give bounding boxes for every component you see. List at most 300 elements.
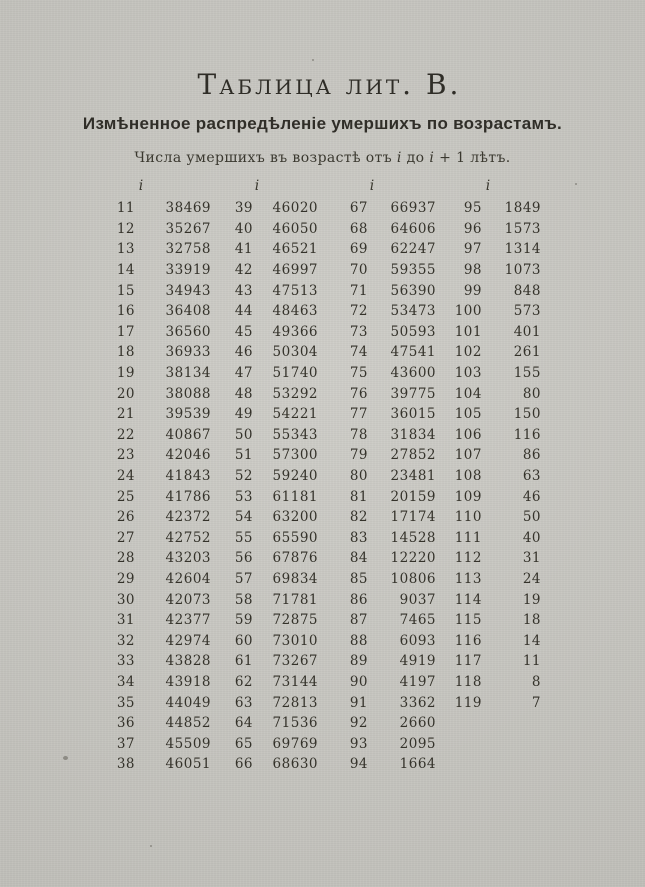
- age-cell: 99: [463, 282, 482, 299]
- table-row: [90, 754, 211, 775]
- table-column-group: [430, 198, 541, 713]
- table-row: [90, 569, 211, 590]
- table-row: [90, 198, 211, 219]
- age-cell: 92: [349, 715, 368, 732]
- table-row: [320, 260, 436, 281]
- age-cell: 50: [234, 426, 253, 443]
- age-cell: 78: [349, 426, 368, 443]
- age-cell: 71: [349, 282, 368, 299]
- table-row: [320, 301, 436, 322]
- age-cell: 79: [349, 447, 368, 464]
- table-row: [430, 630, 541, 651]
- age-cell: 104: [454, 385, 482, 402]
- age-cell: 46: [234, 344, 253, 361]
- table-row: [90, 528, 211, 549]
- table-row: [90, 404, 211, 425]
- deaths-cell: 36560: [165, 323, 211, 340]
- deaths-cell: 67876: [272, 550, 318, 567]
- age-cell: 86: [349, 591, 368, 608]
- table-row: [320, 692, 436, 713]
- table-row: [90, 239, 211, 260]
- deaths-cell: 47541: [390, 344, 436, 361]
- deaths-cell: 155: [513, 365, 541, 382]
- age-cell: 45: [234, 323, 253, 340]
- table-row: [205, 404, 318, 425]
- table-row: [205, 260, 318, 281]
- table-row: [90, 651, 211, 672]
- deaths-cell: 32758: [165, 241, 211, 258]
- deaths-cell: 73144: [272, 673, 318, 690]
- table-row: [90, 363, 211, 384]
- table-row: [320, 713, 436, 734]
- table-row: [90, 301, 211, 322]
- table-row: [90, 342, 211, 363]
- age-cell: 29: [116, 570, 135, 587]
- table-row: [320, 383, 436, 404]
- table-row: [90, 610, 211, 631]
- table-row: [430, 692, 541, 713]
- deaths-cell: 43203: [165, 550, 211, 567]
- table-row: [90, 322, 211, 343]
- age-cell: 88: [349, 632, 368, 649]
- deaths-cell: 72875: [272, 612, 318, 629]
- deaths-cell: 50304: [272, 344, 318, 361]
- age-cell: 70: [349, 262, 368, 279]
- deaths-cell: 2660: [399, 715, 436, 732]
- deaths-cell: 50593: [390, 323, 436, 340]
- table-row: [90, 733, 211, 754]
- table-row: [90, 425, 211, 446]
- column-header-i: i: [369, 178, 375, 194]
- deaths-cell: 17174: [390, 509, 436, 526]
- age-cell: 87: [349, 612, 368, 629]
- table-row: [320, 486, 436, 507]
- deaths-cell: 38088: [165, 385, 211, 402]
- age-cell: 34: [116, 673, 135, 690]
- age-cell: 54: [234, 509, 253, 526]
- age-cell: 91: [349, 694, 368, 711]
- age-cell: 72: [349, 303, 368, 320]
- deaths-cell: 59240: [272, 468, 318, 485]
- table-row: [430, 466, 541, 487]
- age-cell: 81: [349, 488, 368, 505]
- deaths-cell: 33919: [165, 262, 211, 279]
- deaths-cell: 66937: [390, 200, 436, 217]
- deaths-cell: 48463: [272, 303, 318, 320]
- deaths-cell: 2095: [399, 735, 436, 752]
- age-cell: 73: [349, 323, 368, 340]
- table-row: [205, 466, 318, 487]
- age-cell: 23: [116, 447, 135, 464]
- deaths-cell: 80: [522, 385, 541, 402]
- age-cell: 110: [454, 509, 482, 526]
- age-cell: 42: [234, 262, 253, 279]
- deaths-cell: 1073: [504, 262, 541, 279]
- age-cell: 32: [116, 632, 135, 649]
- table-row: [90, 630, 211, 651]
- deaths-cell: 24: [522, 570, 541, 587]
- deaths-cell: 41843: [165, 468, 211, 485]
- age-cell: 37: [116, 735, 135, 752]
- deaths-cell: 31: [522, 550, 541, 567]
- deaths-cell: 34943: [165, 282, 211, 299]
- age-cell: 19: [116, 365, 135, 382]
- column-header-i: i: [254, 178, 260, 194]
- table-row: [430, 301, 541, 322]
- table-row: [430, 383, 541, 404]
- variable-i: i: [429, 150, 435, 166]
- table-column-group: [320, 198, 436, 775]
- age-cell: 68: [349, 220, 368, 237]
- table-row: [205, 630, 318, 651]
- age-cell: 47: [234, 365, 253, 382]
- table-row: [205, 363, 318, 384]
- deaths-cell: 10806: [390, 570, 436, 587]
- age-cell: 57: [234, 570, 253, 587]
- deaths-cell: 42372: [165, 509, 211, 526]
- deaths-cell: 42046: [165, 447, 211, 464]
- deaths-cell: 42752: [165, 529, 211, 546]
- deaths-cell: 35267: [165, 220, 211, 237]
- table-row: [430, 651, 541, 672]
- age-cell: 101: [454, 323, 482, 340]
- table-row: [90, 672, 211, 693]
- deaths-cell: 31834: [390, 426, 436, 443]
- table-row: [205, 219, 318, 240]
- age-cell: 48: [234, 385, 253, 402]
- deaths-cell: 1664: [399, 756, 436, 773]
- table-row: [205, 548, 318, 569]
- table-column-group: [90, 198, 211, 775]
- deaths-cell: 42604: [165, 570, 211, 587]
- deaths-cell: 39775: [390, 385, 436, 402]
- deaths-cell: 69834: [272, 570, 318, 587]
- table-row: [205, 198, 318, 219]
- age-cell: 15: [116, 282, 135, 299]
- age-cell: 36: [116, 715, 135, 732]
- deaths-cell: 42974: [165, 632, 211, 649]
- deaths-cell: 59355: [390, 262, 436, 279]
- deaths-cell: 38469: [165, 200, 211, 217]
- age-cell: 31: [116, 612, 135, 629]
- age-cell: 117: [454, 653, 482, 670]
- table-row: [430, 404, 541, 425]
- deaths-cell: 42377: [165, 612, 211, 629]
- age-cell: 22: [116, 426, 135, 443]
- age-cell: 38: [116, 756, 135, 773]
- age-cell: 96: [463, 220, 482, 237]
- deaths-cell: 20159: [390, 488, 436, 505]
- table-row: [320, 445, 436, 466]
- table-row: [320, 219, 436, 240]
- deaths-cell: 73010: [272, 632, 318, 649]
- table-row: [205, 507, 318, 528]
- table-row: [430, 219, 541, 240]
- table-row: [90, 383, 211, 404]
- table-row: [205, 713, 318, 734]
- age-cell: 41: [234, 241, 253, 258]
- page-title: Таблица лит. В.: [197, 68, 462, 101]
- deaths-cell: 72813: [272, 694, 318, 711]
- deaths-cell: 8: [531, 673, 541, 690]
- age-cell: 112: [454, 550, 482, 567]
- table-row: [430, 280, 541, 301]
- age-cell: 105: [454, 406, 482, 423]
- table-row: [320, 548, 436, 569]
- deaths-cell: 55343: [272, 426, 318, 443]
- table-row: [205, 589, 318, 610]
- age-cell: 64: [234, 715, 253, 732]
- deaths-cell: 47513: [272, 282, 318, 299]
- age-cell: 74: [349, 344, 368, 361]
- deaths-cell: 45509: [165, 735, 211, 752]
- age-cell: 58: [234, 591, 253, 608]
- age-cell: 102: [454, 344, 482, 361]
- age-cell: 119: [454, 694, 482, 711]
- table-row: [320, 569, 436, 590]
- age-cell: 98: [463, 262, 482, 279]
- deaths-cell: 1849: [504, 200, 541, 217]
- age-cell: 97: [463, 241, 482, 258]
- table-row: [430, 548, 541, 569]
- table-row: [205, 383, 318, 404]
- deaths-cell: 116: [513, 426, 541, 443]
- age-cell: 69: [349, 241, 368, 258]
- table-row: [90, 507, 211, 528]
- paper-speck: [63, 756, 68, 760]
- table-row: [205, 301, 318, 322]
- age-cell: 27: [116, 529, 135, 546]
- deaths-cell: 40: [522, 529, 541, 546]
- age-cell: 107: [454, 447, 482, 464]
- age-cell: 61: [234, 653, 253, 670]
- age-cell: 33: [116, 653, 135, 670]
- deaths-cell: 53473: [390, 303, 436, 320]
- deaths-cell: 261: [513, 344, 541, 361]
- age-cell: 93: [349, 735, 368, 752]
- deaths-cell: 64606: [390, 220, 436, 237]
- table-row: [90, 466, 211, 487]
- table-row: [205, 445, 318, 466]
- deaths-cell: 46050: [272, 220, 318, 237]
- deaths-cell: 1573: [504, 220, 541, 237]
- age-cell: 111: [454, 529, 482, 546]
- deaths-cell: 573: [513, 303, 541, 320]
- age-cell: 103: [454, 365, 482, 382]
- deaths-cell: 53292: [272, 385, 318, 402]
- table-row: [205, 342, 318, 363]
- age-cell: 83: [349, 529, 368, 546]
- age-cell: 56: [234, 550, 253, 567]
- deaths-cell: 44049: [165, 694, 211, 711]
- age-cell: 16: [116, 303, 135, 320]
- variable-i: i: [396, 150, 402, 166]
- deaths-cell: 11: [522, 653, 541, 670]
- paper-speck: [575, 183, 577, 185]
- table-row: [320, 507, 436, 528]
- deaths-cell: 9037: [399, 591, 436, 608]
- deaths-cell: 65590: [272, 529, 318, 546]
- age-cell: 66: [234, 756, 253, 773]
- deaths-cell: 848: [513, 282, 541, 299]
- column-header-i: i: [138, 178, 144, 194]
- age-cell: 53: [234, 488, 253, 505]
- deaths-cell: 71536: [272, 715, 318, 732]
- deaths-cell: 4919: [399, 653, 436, 670]
- deaths-cell: 36015: [390, 406, 436, 423]
- table-row: [320, 363, 436, 384]
- table-row: [430, 672, 541, 693]
- age-cell: 62: [234, 673, 253, 690]
- table-row: [320, 425, 436, 446]
- age-cell: 28: [116, 550, 135, 567]
- age-cell: 109: [454, 488, 482, 505]
- age-cell: 12: [116, 220, 135, 237]
- age-cell: 100: [454, 303, 482, 320]
- table-row: [320, 672, 436, 693]
- age-cell: 84: [349, 550, 368, 567]
- caption-text: + 1 лѣтъ.: [434, 150, 511, 166]
- age-cell: 14: [116, 262, 135, 279]
- deaths-cell: 36933: [165, 344, 211, 361]
- deaths-cell: 23481: [390, 468, 436, 485]
- table-row: [320, 342, 436, 363]
- table-row: [320, 733, 436, 754]
- deaths-cell: 46: [522, 488, 541, 505]
- age-cell: 49: [234, 406, 253, 423]
- table-row: [430, 342, 541, 363]
- age-cell: 76: [349, 385, 368, 402]
- deaths-cell: 43600: [390, 365, 436, 382]
- deaths-cell: 46051: [165, 756, 211, 773]
- deaths-cell: 49366: [272, 323, 318, 340]
- age-cell: 18: [116, 344, 135, 361]
- deaths-cell: 46997: [272, 262, 318, 279]
- table-row: [430, 507, 541, 528]
- paper-speck: [150, 845, 152, 847]
- table-caption: [0, 150, 645, 166]
- age-cell: 43: [234, 282, 253, 299]
- table-row: [430, 239, 541, 260]
- age-cell: 77: [349, 406, 368, 423]
- table-row: [205, 569, 318, 590]
- table-row: [430, 363, 541, 384]
- deaths-cell: 14: [522, 632, 541, 649]
- deaths-cell: 43828: [165, 653, 211, 670]
- age-cell: 108: [454, 468, 482, 485]
- deaths-cell: 51740: [272, 365, 318, 382]
- table-row: [90, 548, 211, 569]
- deaths-cell: 68630: [272, 756, 318, 773]
- age-cell: 85: [349, 570, 368, 587]
- deaths-cell: 41786: [165, 488, 211, 505]
- deaths-cell: 12220: [390, 550, 436, 567]
- table-row: [320, 239, 436, 260]
- table-row: [430, 486, 541, 507]
- age-cell: 11: [116, 200, 135, 217]
- deaths-cell: 3362: [399, 694, 436, 711]
- deaths-cell: 44852: [165, 715, 211, 732]
- age-cell: 44: [234, 303, 253, 320]
- deaths-cell: 50: [522, 509, 541, 526]
- table-row: [205, 754, 318, 775]
- column-header-i: i: [485, 178, 491, 194]
- table-row: [430, 569, 541, 590]
- table-row: [90, 692, 211, 713]
- table-row: [320, 528, 436, 549]
- table-row: [320, 754, 436, 775]
- age-cell: 95: [463, 200, 482, 217]
- table-row: [205, 610, 318, 631]
- deaths-cell: 61181: [272, 488, 318, 505]
- age-cell: 26: [116, 509, 135, 526]
- age-cell: 90: [349, 673, 368, 690]
- table-row: [205, 486, 318, 507]
- page-subtitle: Измѣненное распредѣленіе умершихъ по возрастамъ.: [82, 114, 563, 133]
- caption-text: Числа умершихъ въ возрастѣ отъ: [134, 150, 397, 166]
- age-cell: 52: [234, 468, 253, 485]
- deaths-cell: 7: [531, 694, 541, 711]
- deaths-cell: 6093: [399, 632, 436, 649]
- deaths-cell: 54221: [272, 406, 318, 423]
- table-row: [205, 672, 318, 693]
- age-cell: 24: [116, 468, 135, 485]
- table-row: [320, 466, 436, 487]
- deaths-cell: 56390: [390, 282, 436, 299]
- deaths-cell: 57300: [272, 447, 318, 464]
- table-row: [90, 589, 211, 610]
- deaths-cell: 18: [522, 612, 541, 629]
- caption-text: до: [401, 150, 430, 166]
- age-cell: 39: [234, 200, 253, 217]
- deaths-cell: 38134: [165, 365, 211, 382]
- table-row: [430, 322, 541, 343]
- age-cell: 113: [454, 570, 482, 587]
- deaths-cell: 63200: [272, 509, 318, 526]
- table-row: [205, 651, 318, 672]
- deaths-cell: 43918: [165, 673, 211, 690]
- table-row: [205, 733, 318, 754]
- table-row: [90, 713, 211, 734]
- deaths-cell: 42073: [165, 591, 211, 608]
- deaths-cell: 401: [513, 323, 541, 340]
- table-row: [320, 198, 436, 219]
- age-cell: 114: [454, 591, 482, 608]
- deaths-cell: 150: [513, 406, 541, 423]
- table-row: [320, 630, 436, 651]
- table-row: [205, 425, 318, 446]
- age-cell: 82: [349, 509, 368, 526]
- table-row: [320, 651, 436, 672]
- deaths-cell: 69769: [272, 735, 318, 752]
- age-cell: 30: [116, 591, 135, 608]
- deaths-cell: 46521: [272, 241, 318, 258]
- age-cell: 115: [454, 612, 482, 629]
- deaths-cell: 27852: [390, 447, 436, 464]
- age-cell: 106: [454, 426, 482, 443]
- age-cell: 17: [116, 323, 135, 340]
- deaths-cell: 46020: [272, 200, 318, 217]
- age-cell: 65: [234, 735, 253, 752]
- age-cell: 51: [234, 447, 253, 464]
- table-row: [430, 528, 541, 549]
- table-row: [205, 528, 318, 549]
- age-cell: 116: [454, 632, 482, 649]
- age-cell: 13: [116, 241, 135, 258]
- table-row: [430, 260, 541, 281]
- deaths-cell: 14528: [390, 529, 436, 546]
- age-cell: 80: [349, 468, 368, 485]
